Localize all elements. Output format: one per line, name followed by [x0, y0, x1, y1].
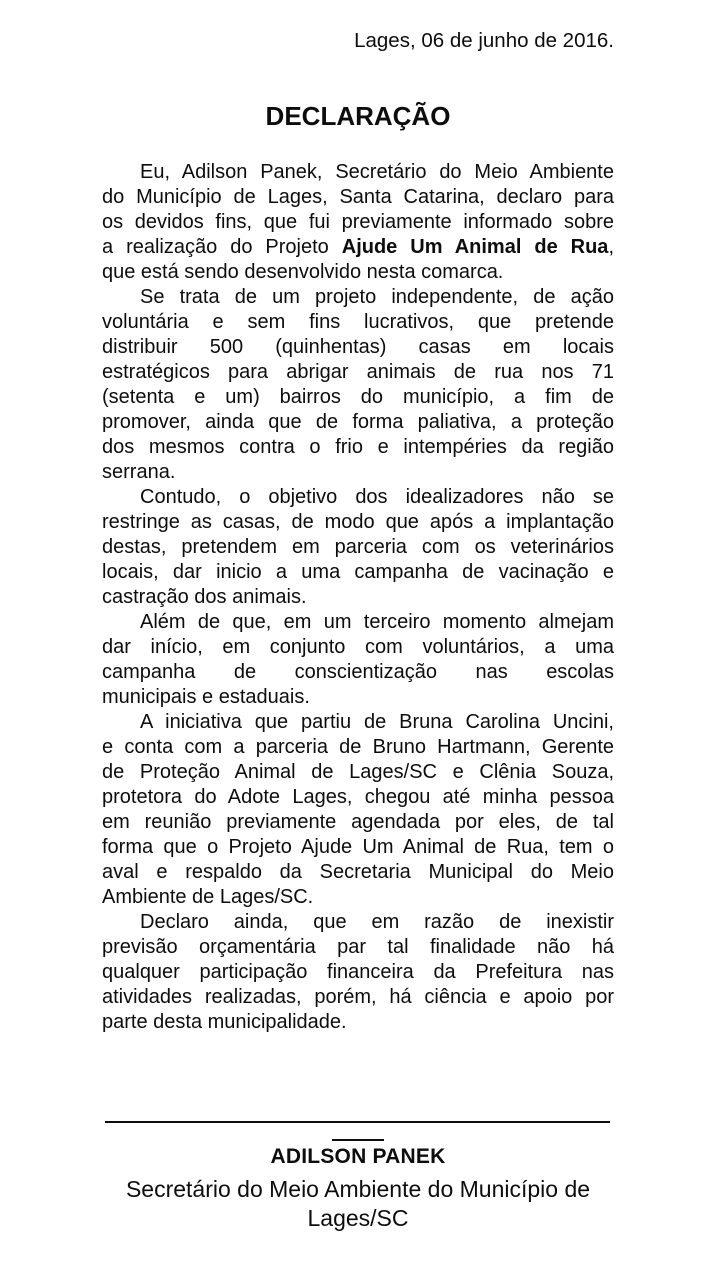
text-line: castração dos animais.	[102, 586, 307, 608]
text-line: de Proteção Animal de Lages/SC e Clênia Souza,	[102, 761, 614, 783]
paragraph	[102, 485, 614, 610]
document-title: DECLARAÇÃO	[265, 101, 451, 131]
text-line: locais, dar inicio a uma campanha de vacinação e	[102, 561, 614, 583]
text-line: Se trata de um projeto independente, de ação	[140, 286, 614, 308]
text-line: e conta com a parceria de Bruno Hartmann, Gerente	[102, 736, 614, 758]
text-line: em reunião previamente agendada por eles, de tal	[102, 811, 614, 833]
text-line: a realização do Projeto Ajude Um Animal de Rua,	[102, 236, 614, 258]
paragraph	[102, 160, 614, 285]
signatory-name: ADILSON PANEK	[270, 1145, 446, 1168]
text-line: A iniciativa que partiu de Bruna Carolina Uncini,	[140, 711, 614, 733]
text-line: distribuir 500 (quinhentas) casas em locais	[102, 336, 614, 358]
text-line: Eu, Adilson Panek, Secretário do Meio Ambiente	[140, 161, 614, 183]
text-line: Declaro ainda, que em razão de inexistir	[140, 911, 614, 933]
text-line: destas, pretendem em parceria com os veterinários	[102, 536, 614, 558]
text-line: do Município de Lages, Santa Catarina, declaro para	[102, 186, 614, 208]
signatory-role-line-2: Lages/SC	[307, 1205, 409, 1231]
text-line: dos mesmos contra o frio e intempéries da região	[102, 436, 614, 458]
text-line: dar início, em conjunto com voluntários, a uma	[102, 636, 614, 658]
text-line: estratégicos para abrigar animais de rua nos 71	[102, 361, 614, 383]
text-line: Contudo, o objetivo dos idealizadores não se	[140, 486, 614, 508]
text-line: que está sendo desenvolvido nesta comarca.	[102, 261, 504, 283]
text-line: atividades realizadas, porém, há ciência e apoio por	[102, 986, 614, 1008]
text-line: (setenta e um) bairros do município, a fim de	[102, 386, 614, 408]
date-line: Lages, 06 de junho de 2016.	[354, 29, 614, 52]
text-line: forma que o Projeto Ajude Um Animal de Rua, tem o	[102, 836, 614, 858]
text-line: Ambiente de Lages/SC.	[102, 886, 314, 908]
text-line: promover, ainda que de forma paliativa, a proteção	[102, 411, 614, 433]
text-line: qualquer participação financeira da Prefeitura nas	[102, 961, 614, 983]
text-line: campanha de conscientização nas escolas	[102, 661, 614, 683]
text-line: voluntária e sem fins lucrativos, que pretende	[102, 311, 614, 333]
text-line: parte desta municipalidade.	[102, 1011, 347, 1033]
signatory-role	[102, 1175, 614, 1233]
text-line: os devidos fins, que fui previamente informado sobre	[102, 211, 614, 233]
text-line: municipais e estaduais.	[102, 686, 310, 708]
text-line: previsão orçamentária par tal finalidade não há	[102, 936, 614, 958]
paragraph	[102, 610, 614, 710]
paragraph	[102, 710, 614, 910]
text-line: aval e respaldo da Secretaria Municipal do Meio	[102, 861, 614, 883]
signature-line	[105, 1121, 610, 1123]
paragraph	[102, 910, 614, 1035]
document-body	[102, 160, 614, 1035]
signatory-role-line-1: Secretário do Meio Ambiente do Município de	[125, 1176, 591, 1202]
paragraph	[102, 285, 614, 485]
document-content	[102, 0, 614, 1233]
text-line: restringe as casas, de modo que após a implantação	[102, 511, 614, 533]
text-line: protetora do Adote Lages, chegou até minha pessoa	[102, 786, 614, 808]
text-line: Além de que, em um terceiro momento almejam	[140, 611, 614, 633]
signature-line-short	[332, 1139, 384, 1141]
text-line: serrana.	[102, 461, 176, 483]
